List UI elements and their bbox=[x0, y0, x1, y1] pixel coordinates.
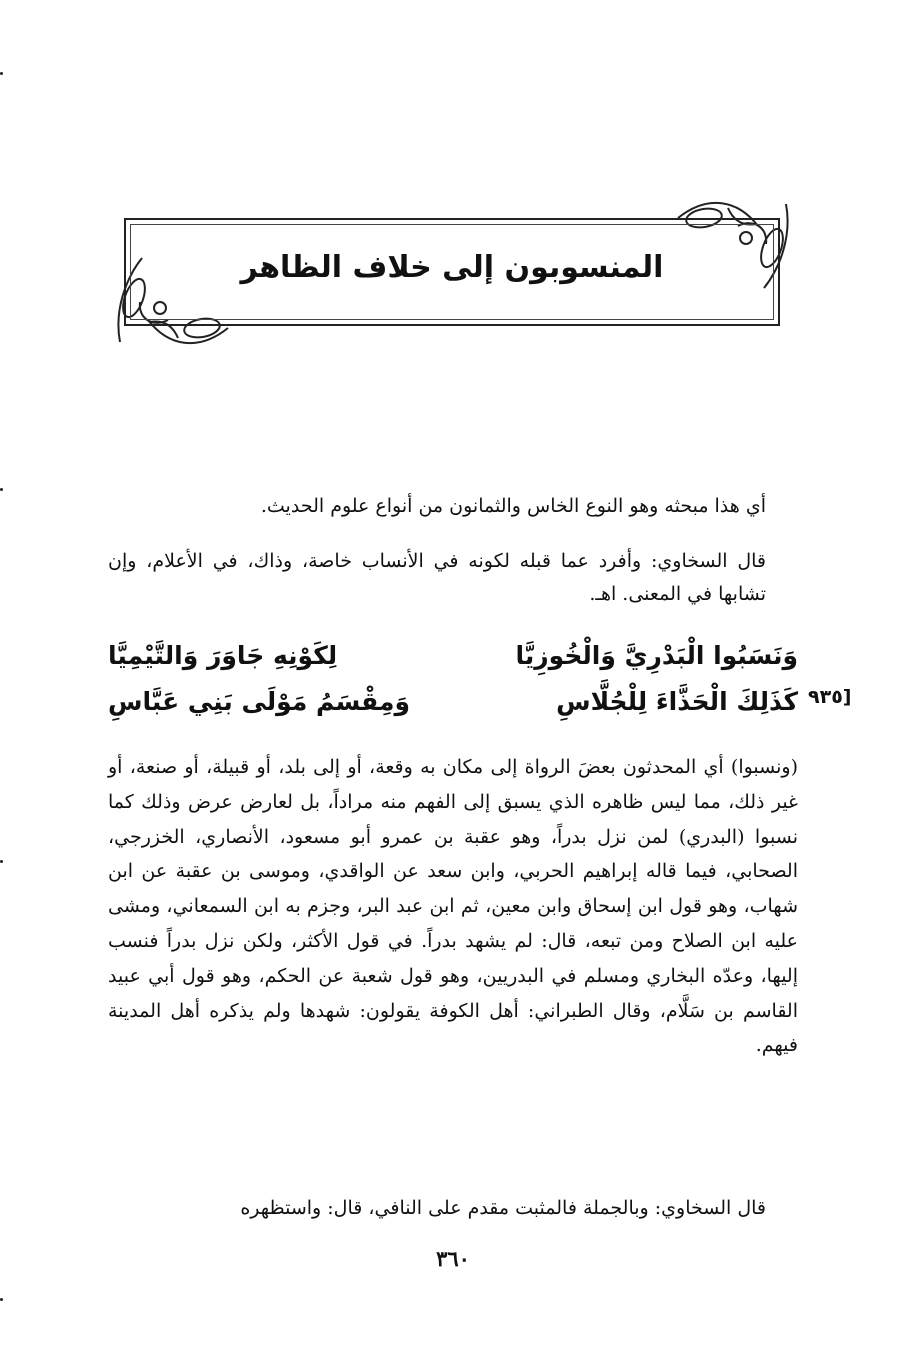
chapter-title-frame bbox=[124, 218, 780, 326]
margin-dot bbox=[0, 860, 3, 863]
verse-line bbox=[108, 682, 798, 722]
verse-hemistich-left: لِكَوْنِهِ جَاوَرَ وَالتَّيْمِيَّا bbox=[108, 641, 338, 670]
verse-number: [٩٣٥ bbox=[808, 686, 852, 708]
margin-dot bbox=[0, 1298, 3, 1301]
verse-hemistich-right: كَذَلِكَ الْحَذَّاءَ لِلْجُلَّاسِ bbox=[556, 687, 798, 716]
verse-line bbox=[108, 636, 798, 676]
commentary-paragraph: (ونسبوا) أي المحدثون بعضَ الرواة إلى مكان به وقعة، أو إلى بلد، أو قبيلة، أو صنعة، أو غير ذلك، مما ليس ظاهره الذي يسبق إلى الفهم منه مراداً، بل لعارض عرض وذلك كما نسبوا (البدري) لمن نزل بدراً، وهو عقبة بن عمرو أبو مسعود، الأنصاري، الخزرجي، الصحابي، فيما قاله إبراهيم الحربي، وابن سعد عن الواقدي، وموسى بن عقبة عن ابن شهاب، وهو قول ابن إسحاق وابن معين، ثم ابن عبد البر، وجزم به ابن السمعاني، ومشى عليه ابن الصلاح ومن تبعه، قال: لم يشهد بدراً. في قول الأكثر، ولكن نزل بدراً فنسب إليها، وعدّه البخاري ومسلم في البدريين، وهو قول شعبة عن الحكم، وهو قول أبي عبيد القاسم بن سَلَّام، وقال الطبراني: أهل الكوفة يقولون: شهدها ولم يذكره أهل المدينة فيهم. bbox=[108, 756, 798, 1057]
page-number: ٣٦٠ bbox=[436, 1246, 470, 1271]
chapter-title: المنسوبون إلى خلاف الظاهر bbox=[240, 250, 664, 285]
verse-hemistich-left: وَمِقْسَمُ مَوْلَى بَنِي عَبَّاسِ bbox=[108, 687, 411, 716]
intro-paragraph: قال السخاوي: وأفرد عما قبله لكونه في الأنساب خاصة، وذاك، في الأعلام، وإن تشابها في المعنى. اهـ. bbox=[108, 550, 766, 605]
intro-paragraph: أي هذا مبحثه وهو النوع الخاس والثمانون من أنواع علوم الحديث. bbox=[260, 495, 766, 517]
closing-paragraph: قال السخاوي: وبالجملة فالمثبت مقدم على النافي، قال: واستظهره bbox=[240, 1197, 766, 1219]
margin-dot bbox=[0, 72, 3, 75]
margin-dot bbox=[0, 488, 3, 491]
verse-hemistich-right: وَنَسَبُوا الْبَدْرِيَّ وَالْخُوزِيَّا bbox=[515, 641, 798, 670]
